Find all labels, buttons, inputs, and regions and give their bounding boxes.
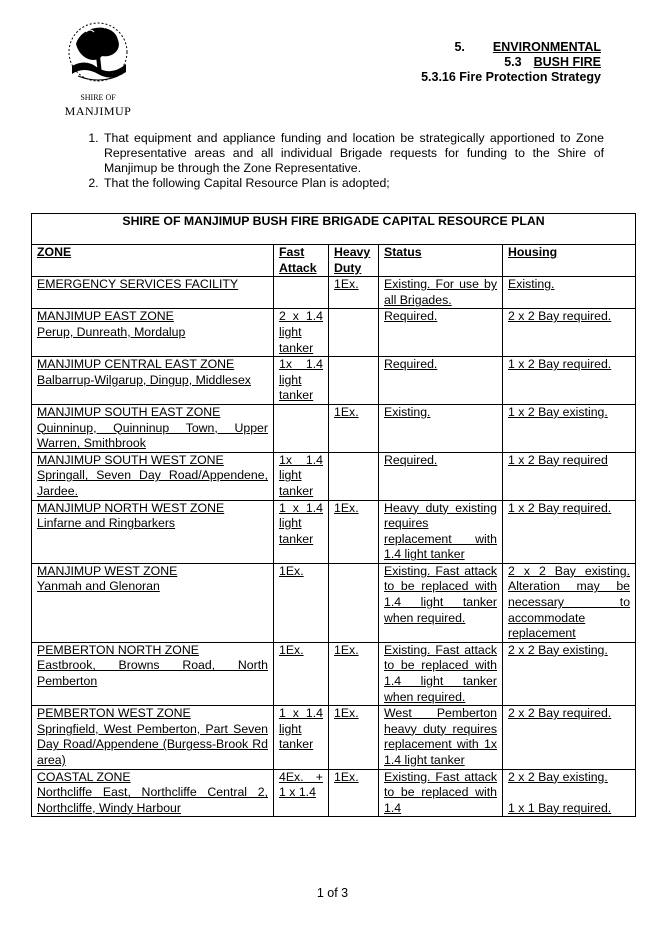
header-status: Status	[379, 245, 503, 277]
heavy-duty-cell	[329, 309, 379, 357]
table-row	[32, 277, 636, 309]
housing-cell	[503, 404, 636, 452]
status-cell: Existing. Fast attack to be replaced with 1.4	[379, 769, 503, 817]
zone-cell	[32, 500, 274, 563]
zone-cell	[32, 357, 274, 405]
heavy-duty-cell: 1Ex.	[329, 277, 379, 309]
shire-logo	[56, 14, 140, 122]
header-housing: Housing	[503, 245, 636, 277]
zone-name: MANJIMUP NORTH WEST ZONE	[37, 500, 225, 515]
header-fast-attack: Fast Attack	[274, 245, 329, 277]
heavy-duty-cell: 1Ex.	[329, 500, 379, 563]
housing-cell	[503, 357, 636, 405]
housing-text: 2 x 2 Bay required.	[508, 706, 612, 721]
housing-cell	[503, 452, 636, 500]
status-cell: Required.	[379, 357, 503, 405]
housing-text: 2 x 2 Bay required.	[508, 309, 612, 324]
housing-text-2: 1 x 1 Bay required.	[508, 800, 612, 815]
status-cell: Existing.	[379, 404, 503, 452]
table-header-row	[32, 245, 636, 277]
housing-cell	[503, 769, 636, 817]
heavy-duty-cell: 1Ex.	[329, 642, 379, 705]
housing-cell	[503, 563, 636, 642]
fast-attack-cell	[274, 404, 329, 452]
zone-name: PEMBERTON WEST ZONE	[37, 706, 191, 721]
fast-attack-cell: 1 x 1.4 light tanker	[274, 500, 329, 563]
subsection-title: BUSH FIRE	[533, 55, 601, 69]
zone-name: EMERGENCY SERVICES FACILITY	[37, 277, 239, 292]
status-cell: Existing. Fast attack to be replaced with 1.4 light tanker when required.	[379, 642, 503, 705]
fast-attack-cell	[274, 277, 329, 309]
zone-areas: Northcliffe East, Northcliffe Central 2, Northcliffe, Windy Harbour	[37, 785, 268, 815]
header-zone: ZONE	[32, 245, 274, 277]
zone-cell	[32, 309, 274, 357]
housing-cell	[503, 642, 636, 705]
table-row	[32, 642, 636, 705]
status-cell: Required.	[379, 452, 503, 500]
heavy-duty-cell	[329, 357, 379, 405]
table-row	[32, 769, 636, 817]
heavy-duty-cell: 1Ex.	[329, 769, 379, 817]
status-cell: Required.	[379, 309, 503, 357]
section-header	[421, 40, 601, 85]
table-row	[32, 452, 636, 500]
status-cell: Heavy duty existing requires replacement with 1.4 light tanker	[379, 500, 503, 563]
table-row	[32, 357, 636, 405]
zone-areas: Perup, Dunreath, Mordalup	[37, 324, 186, 339]
zone-name: MANJIMUP SOUTH WEST ZONE	[37, 452, 224, 467]
heavy-duty-cell: 1Ex.	[329, 706, 379, 769]
zone-areas: Springall, Seven Day Road/Appendene, Jardee.	[37, 468, 268, 498]
zone-areas: Eastbrook, Browns Road, North Pemberton	[37, 658, 268, 689]
zone-cell	[32, 404, 274, 452]
zone-name: COASTAL ZONE	[37, 769, 131, 784]
zone-areas: Quinninup, Quinninup Town, Upper Warren, Smithbrook	[37, 420, 268, 451]
housing-text: 1 x 2 Bay required.	[508, 500, 612, 515]
housing-text: 1 x 2 Bay required	[508, 452, 608, 467]
fast-attack-cell: 1Ex.	[274, 642, 329, 705]
page-number: 1 of 3	[316, 886, 349, 900]
table-row	[32, 706, 636, 769]
housing-text: 1 x 2 Bay existing.	[508, 404, 608, 419]
housing-text: 2 x 2 Bay existing.	[508, 769, 608, 784]
zone-cell	[32, 563, 274, 642]
subsection-number: 5.3	[504, 55, 522, 69]
housing-cell	[503, 706, 636, 769]
table-row	[32, 500, 636, 563]
svg-text:MANJIMUP: MANJIMUP	[64, 104, 132, 118]
recommendation-item: 2. That the following Capital Resource Plan is adopted;	[102, 176, 604, 191]
shire-logo-emblem-icon	[56, 14, 140, 122]
zone-name: MANJIMUP WEST ZONE	[37, 563, 178, 578]
table-row	[32, 309, 636, 357]
zone-areas: Balbarrup-Wilgarup, Dingup, Middlesex	[37, 372, 251, 387]
housing-text: 2 x 2 Bay existing. Alteration may be necessary to accommodate replacement	[508, 563, 631, 641]
heavy-duty-cell: 1Ex.	[329, 404, 379, 452]
header-heavy-duty: Heavy Duty	[329, 245, 379, 277]
fast-attack-cell: 4Ex. + 1 x 1.4	[274, 769, 329, 817]
section-title: ENVIRONMENTAL	[492, 40, 601, 54]
housing-text: Existing.	[508, 277, 555, 292]
table-title: SHIRE OF MANJIMUP BUSH FIRE BRIGADE CAPITAL RESOURCE PLAN	[32, 214, 636, 245]
fast-attack-cell: 1Ex.	[274, 563, 329, 642]
table-row	[32, 563, 636, 642]
zone-name: MANJIMUP SOUTH EAST ZONE	[37, 404, 221, 419]
zone-areas: Yanmah and Glenoran	[37, 579, 160, 594]
heavy-duty-cell	[329, 452, 379, 500]
fast-attack-cell: 1x 1.4 light tanker	[274, 452, 329, 500]
status-cell: Existing. For use by all Brigades.	[379, 277, 503, 309]
recommendations	[84, 131, 604, 191]
capital-resource-plan-table	[31, 213, 636, 817]
housing-cell	[503, 309, 636, 357]
zone-name: MANJIMUP EAST ZONE	[37, 309, 174, 324]
svg-text:SHIRE OF: SHIRE OF	[80, 93, 116, 102]
housing-text: 2 x 2 Bay existing.	[508, 642, 608, 657]
status-cell: Existing. Fast attack to be replaced with 1.4 light tanker when required.	[379, 563, 503, 642]
status-cell: West Pemberton heavy duty requires replacement with 1x 1.4 light tanker	[379, 706, 503, 769]
housing-cell	[503, 500, 636, 563]
housing-cell	[503, 277, 636, 309]
table-row	[32, 404, 636, 452]
item-title: 5.3.16 Fire Protection Strategy	[421, 70, 601, 84]
fast-attack-cell: 2 x 1.4 light tanker	[274, 309, 329, 357]
zone-cell	[32, 277, 274, 309]
zone-cell	[32, 642, 274, 705]
zone-cell	[32, 706, 274, 769]
housing-text: 1 x 2 Bay required.	[508, 357, 612, 372]
zone-areas: Linfarne and Ringbarkers	[37, 516, 176, 531]
zone-cell	[32, 769, 274, 817]
heavy-duty-cell	[329, 563, 379, 642]
recommendation-item: 1. That equipment and appliance funding and location be strategically apportioned to Zone Representative areas and all individual Brigade requests for funding to the Shire of Manjimup be through the Zone Representative.	[102, 131, 604, 176]
fast-attack-cell: 1 x 1.4 light tanker	[274, 706, 329, 769]
zone-name: MANJIMUP CENTRAL EAST ZONE	[37, 357, 235, 372]
zone-areas: Springfield, West Pemberton, Part Seven Day Road/Appendene (Burgess-Brook Rd area)	[37, 721, 268, 767]
zone-name: PEMBERTON NORTH ZONE	[37, 642, 199, 657]
section-number: 5.	[454, 40, 465, 54]
fast-attack-cell: 1x 1.4 light tanker	[274, 357, 329, 405]
zone-cell	[32, 452, 274, 500]
